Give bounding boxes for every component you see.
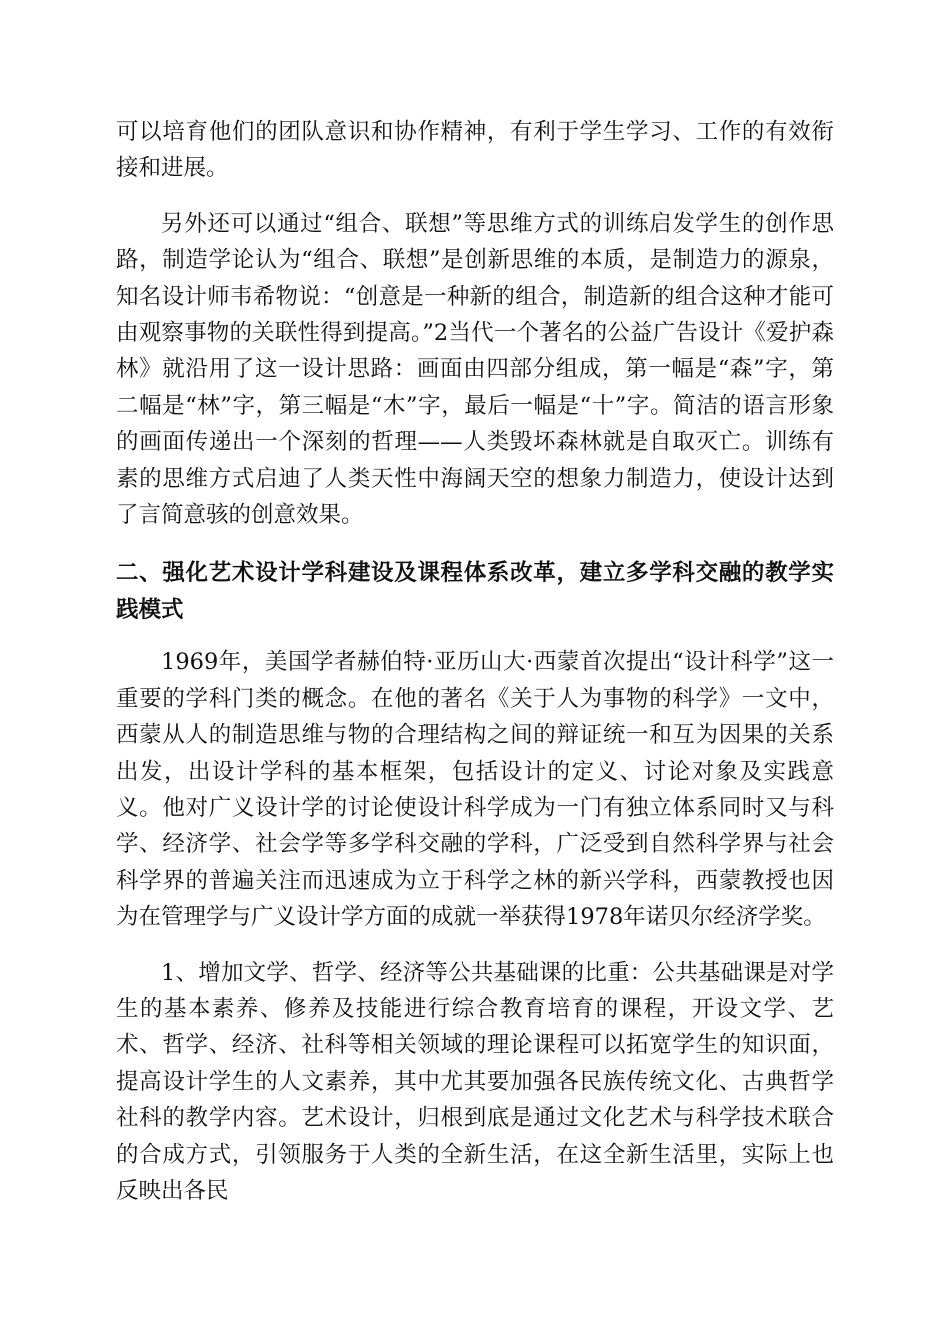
section-heading: 二、强化艺术设计学科建设及课程体系改革，建立多学科交融的教学实践模式 <box>116 560 834 623</box>
paragraph-foundation-courses: 1、增加文学、哲学、经济等公共基础课的比重：公共基础课是对学生的基本素养、修养及技能进行综合教育培育的课程，开设文学、艺术、哲学、经济、社科等相关领域的理论课程可以拓宽学生的知识面，提高设计学生的人文素养，其中尤其要加强各民族传统文化、古典哲学社科的教学内容。艺术设计，归根到底是通过文化艺术与科学技术联合的合成方式，引领服务于人类的全新生活，在这全新生活里，实际上也反映出各民 <box>116 959 834 1204</box>
paragraph-thinking-training: 另外还可以通过“组合、联想”等思维方式的训练启发学生的创作思路，制造学论认为“组合、联想”是创新思维的本质，是制造力的源泉，知名设计师韦希物说：“创意是一种新的组合，制造新的组合这种才能可由观察事物的关联性得到提高。”2当代一个著名的公益广告设计《爱护森林》就沿用了这一设计思路：画面由四部分组成，第一幅是“森”字，第二幅是“林”字，第三幅是“木”字，最后一幅是“十”字。简洁的语言形象的画面传递出一个深刻的哲理——人类毁坏森林就是自取灭亡。训练有素的思维方式启迪了人类天性中海阔天空的想象力制造力，使设计达到了言简意骇的创意效果。 <box>116 210 834 529</box>
paragraph-design-science: 1969年，美国学者赫伯特·亚历山大·西蒙首次提出“设计科学”这一重要的学科门类的概念。在他的著名《关于人为事物的科学》一文中，西蒙从人的制造思维与物的合理结构之间的辩证统一和互为因果的关系出发，出设计学科的基本框架，包括设计的定义、讨论对象及实践意义。他对广义设计学的讨论使设计科学成为一门有独立体系同时又与科学、经济学、社会学等多学科交融的学科，广泛受到自然科学界与社会科学界的普遍关注而迅速成为立于科学之林的新兴学科，西蒙教授也因为在管理学与广义设计学方面的成就一举获得1978年诺贝尔经济学奖。 <box>116 649 834 931</box>
document-body <box>116 114 834 1209</box>
paragraph-continuation: 可以培育他们的团队意识和协作精神，有利于学生学习、工作的有效衔接和进展。 <box>116 119 834 182</box>
